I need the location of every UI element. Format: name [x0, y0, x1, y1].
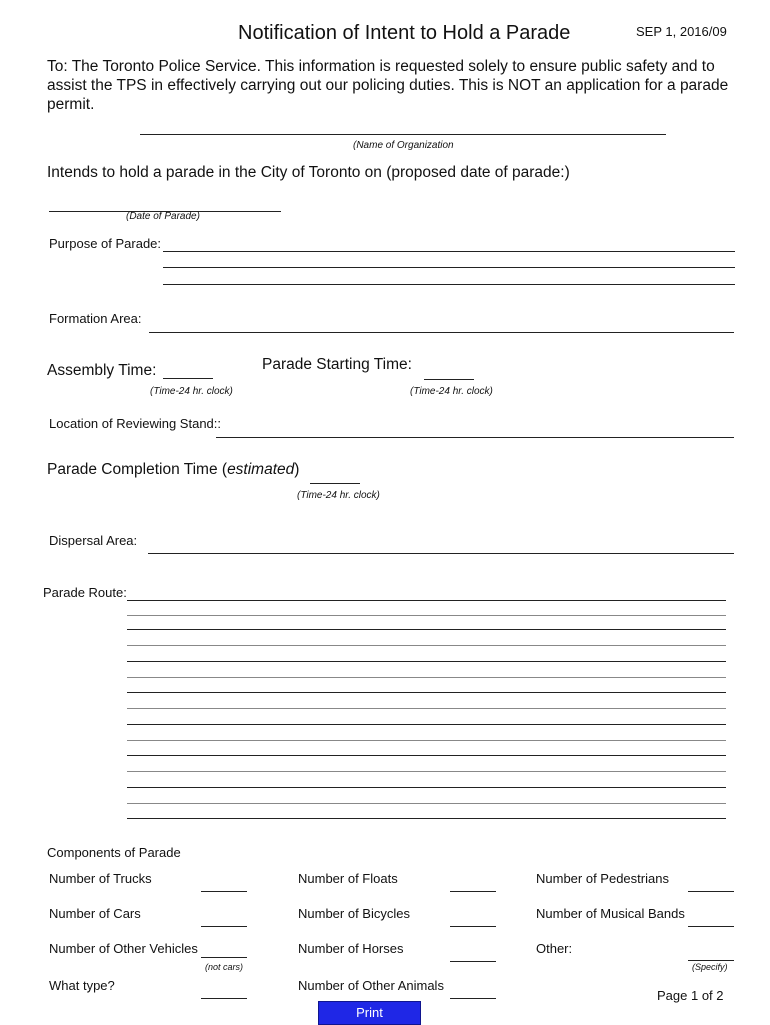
- bands-input[interactable]: [688, 910, 734, 927]
- trucks-input[interactable]: [201, 875, 247, 892]
- not-cars-caption: (not cars): [205, 962, 244, 972]
- completion-time-input[interactable]: [310, 467, 360, 484]
- what-type-label: What type?: [49, 978, 115, 993]
- other-input[interactable]: [688, 944, 734, 961]
- formation-label: Formation Area:: [49, 311, 142, 326]
- dispersal-label: Dispersal Area:: [49, 533, 138, 548]
- horses-label: Number of Horses: [298, 941, 404, 956]
- assembly-time-label: Assembly Time:: [47, 362, 157, 379]
- assembly-time-caption: (Time-24 hr. clock): [150, 386, 233, 397]
- pedestrians-input[interactable]: [688, 875, 734, 892]
- formation-area-input[interactable]: [149, 316, 734, 333]
- bands-label: Number of Musical Bands: [536, 906, 685, 921]
- other-vehicles-input[interactable]: [201, 943, 247, 958]
- cars-label: Number of Cars: [49, 906, 141, 921]
- trucks-label: Number of Trucks: [49, 871, 152, 886]
- purpose-input-line-3[interactable]: [163, 268, 735, 285]
- route-input-line[interactable]: [127, 615, 726, 616]
- purpose-input-line-1[interactable]: [163, 235, 735, 252]
- completion-time-caption: (Time-24 hr. clock): [297, 490, 380, 501]
- route-input-line[interactable]: [127, 803, 726, 804]
- what-type-input[interactable]: [201, 982, 247, 999]
- floats-input[interactable]: [450, 875, 496, 892]
- route-input-line[interactable]: [127, 708, 726, 709]
- purpose-input-line-2[interactable]: [163, 251, 735, 268]
- specify-caption: (Specify): [692, 962, 728, 972]
- route-input-line[interactable]: [127, 692, 726, 693]
- other-animals-label: Number of Other Animals: [298, 978, 444, 993]
- print-button[interactable]: Print: [318, 1001, 421, 1025]
- other-label: Other:: [536, 941, 573, 956]
- route-input-line[interactable]: [127, 661, 726, 662]
- bicycles-input[interactable]: [450, 910, 496, 927]
- components-heading: Components of Parade: [47, 845, 181, 860]
- route-input-line[interactable]: [127, 645, 726, 646]
- reviewing-stand-label: Location of Reviewing Stand::: [49, 416, 221, 431]
- route-input-line[interactable]: [127, 771, 726, 772]
- page-number: Page 1 of 2: [657, 988, 724, 1003]
- route-input-line[interactable]: [127, 755, 726, 756]
- horses-input[interactable]: [450, 945, 496, 962]
- route-input-line[interactable]: [127, 818, 726, 819]
- pedestrians-label: Number of Pedestrians: [536, 871, 669, 886]
- dispersal-area-input[interactable]: [148, 537, 734, 554]
- cars-input[interactable]: [201, 910, 247, 927]
- starting-time-input[interactable]: [424, 363, 474, 380]
- date-caption: (Date of Parade): [126, 211, 200, 222]
- bicycles-label: Number of Bicycles: [298, 906, 410, 921]
- route-input-line[interactable]: [127, 724, 726, 725]
- intends-text: Intends to hold a parade in the City of Toronto on (proposed date of parade:): [47, 164, 570, 181]
- reviewing-stand-input[interactable]: [216, 421, 734, 438]
- completion-time-label: Parade Completion Time (estimated): [47, 461, 300, 478]
- assembly-time-input[interactable]: [163, 362, 213, 379]
- organization-name-input[interactable]: [140, 118, 666, 135]
- parade-date-input[interactable]: [49, 195, 281, 212]
- route-input-line[interactable]: [127, 629, 726, 630]
- starting-time-label: Parade Starting Time:: [262, 356, 412, 373]
- form-date: SEP 1, 2016/09: [636, 24, 727, 39]
- purpose-label: Purpose of Parade:: [49, 236, 162, 251]
- other-vehicles-label: Number of Other Vehicles: [49, 941, 198, 956]
- route-label: Parade Route:: [43, 585, 127, 600]
- starting-time-caption: (Time-24 hr. clock): [410, 386, 493, 397]
- route-input-line[interactable]: [127, 600, 726, 601]
- other-animals-input[interactable]: [450, 982, 496, 999]
- organization-caption: (Name of Organization: [353, 140, 454, 151]
- intro-text: To: The Toronto Police Service. This information is requested solely to ensure public safety and to assist the TPS in effectively carrying out our policing duties. This is NOT an application for a parade permit.: [47, 58, 729, 113]
- route-input-line[interactable]: [127, 787, 726, 788]
- route-input-line[interactable]: [127, 677, 726, 678]
- floats-label: Number of Floats: [298, 871, 398, 886]
- form-title: Notification of Intent to Hold a Parade: [238, 22, 571, 44]
- route-input-line[interactable]: [127, 740, 726, 741]
